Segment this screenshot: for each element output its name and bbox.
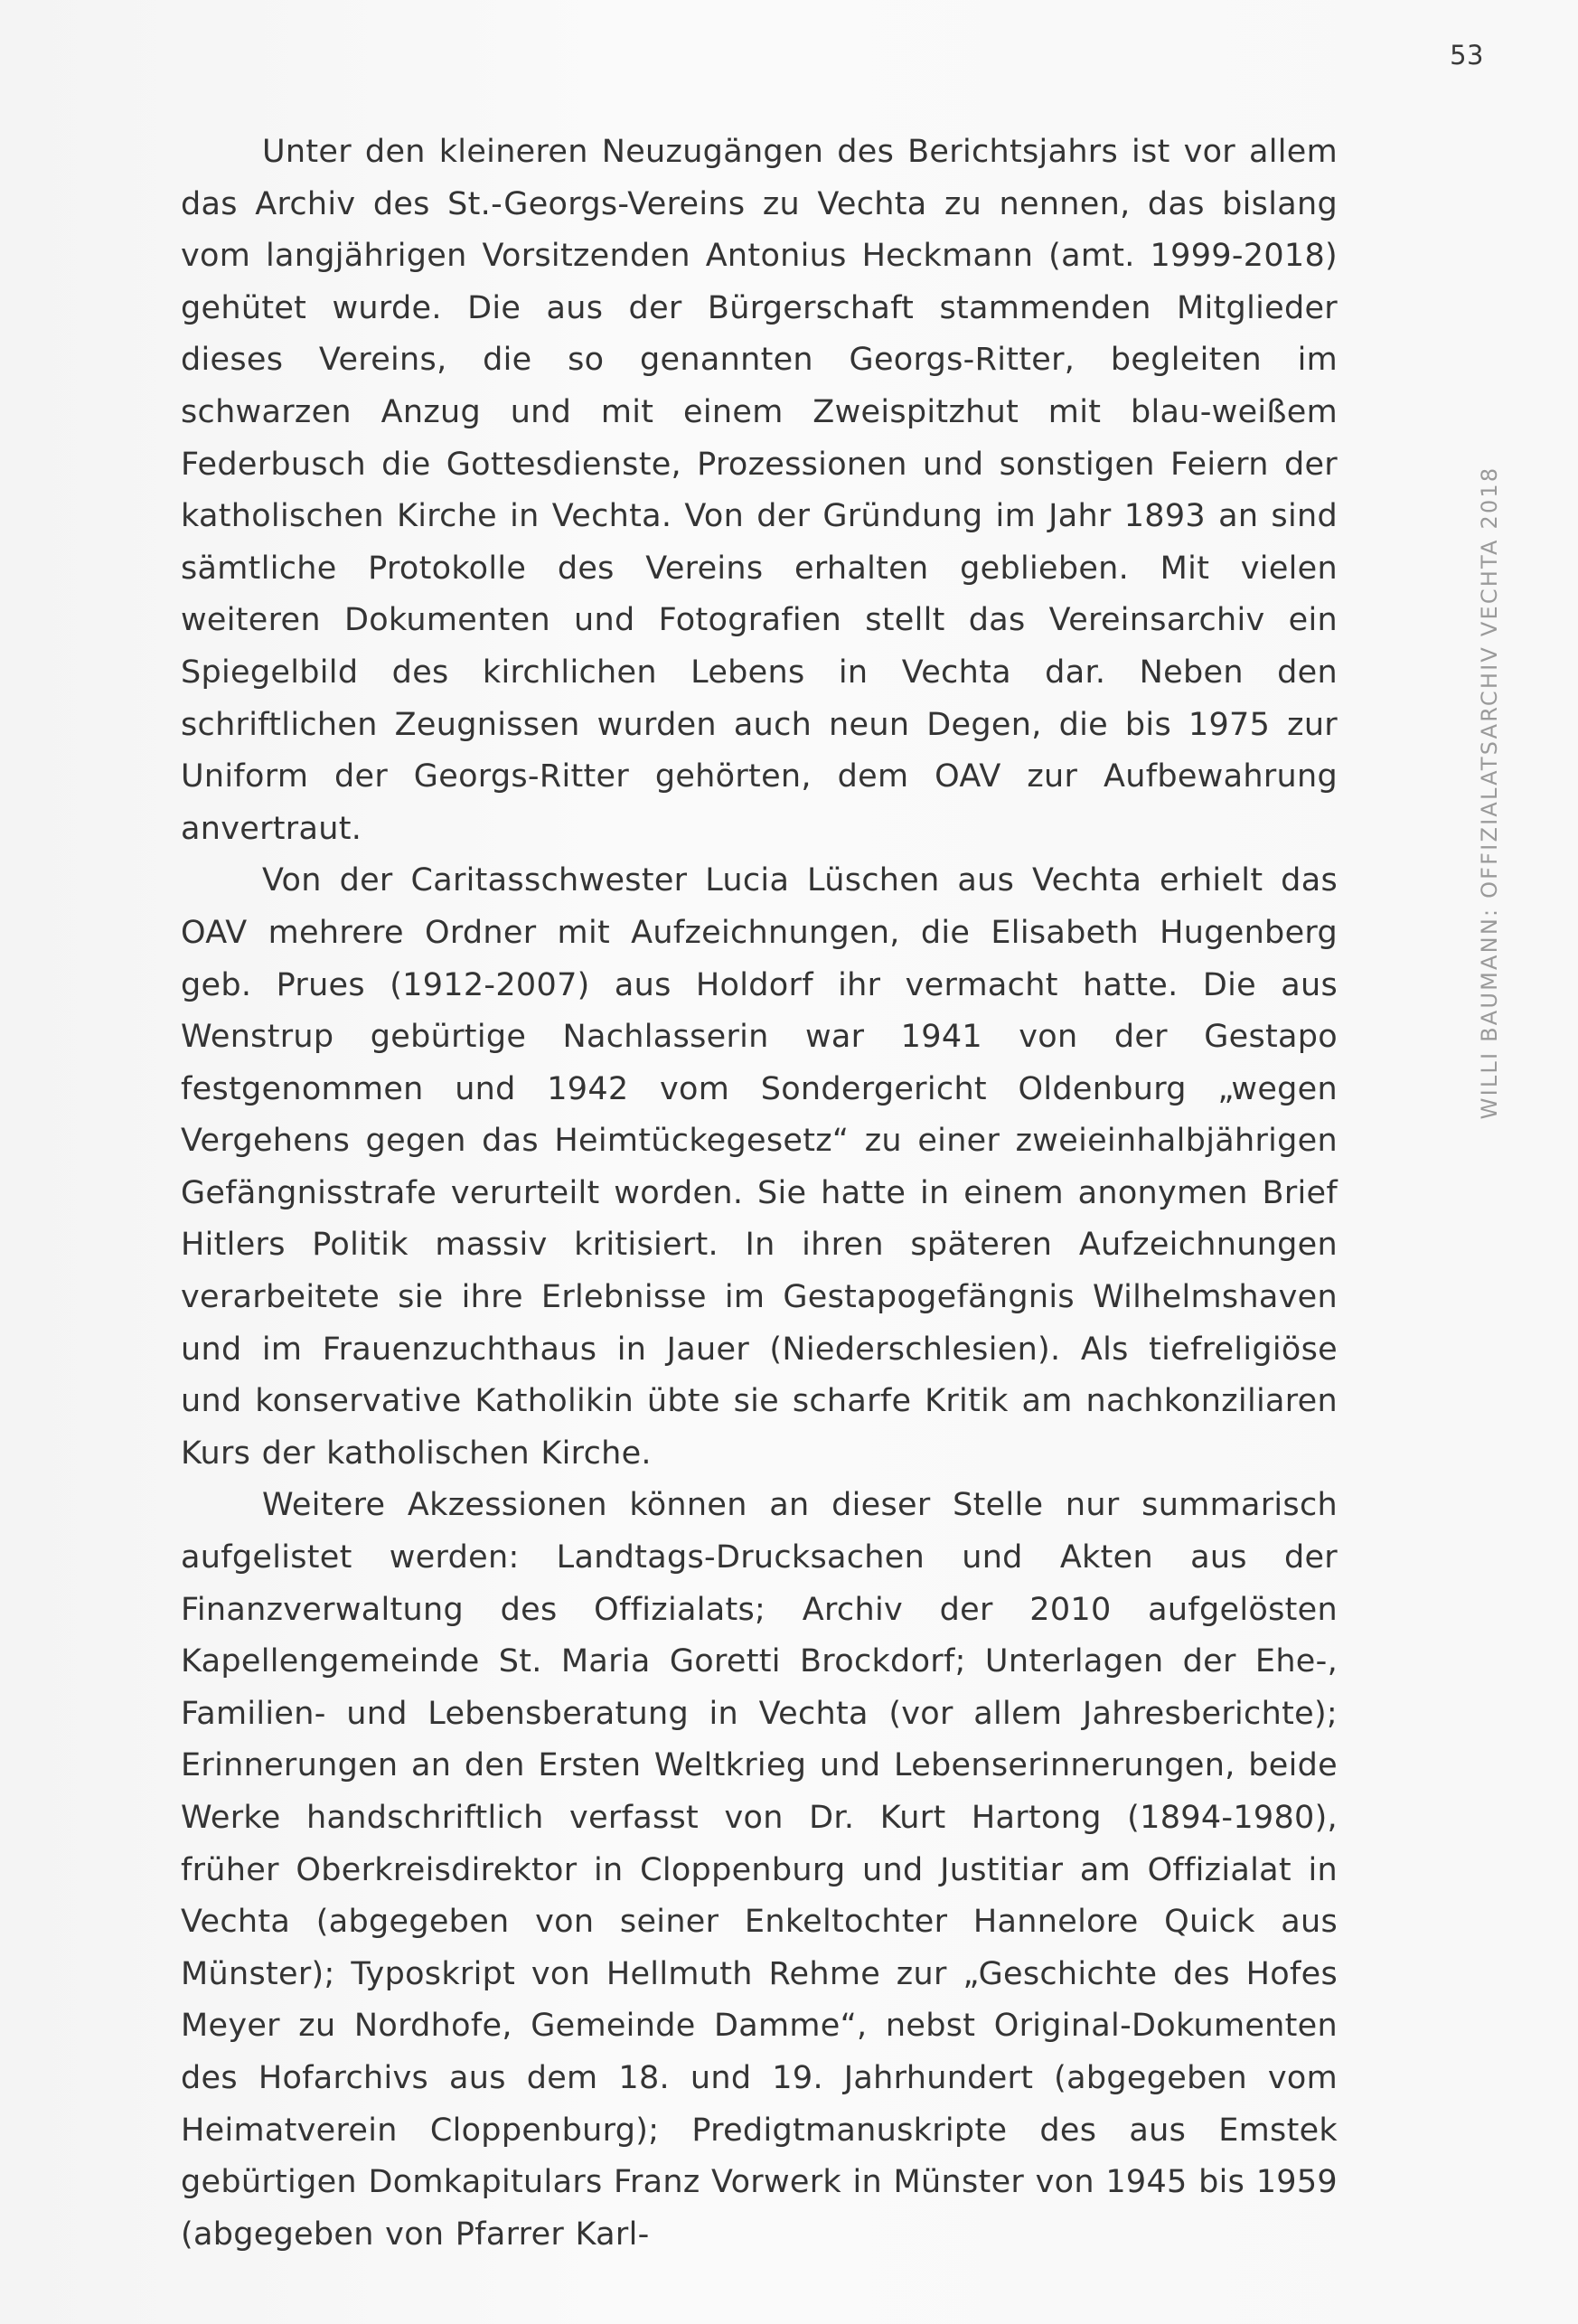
page-number: 53 <box>1450 40 1484 71</box>
running-head: WILLI BAUMANN: OFFIZIALATSARCHIV VECHTA 2018 <box>1477 466 1502 1120</box>
body-text <box>181 127 1338 2261</box>
paragraph-3: Weitere Akzessionen können an dieser Stelle nur summarisch aufgelistet werden: Landtags-Drucksachen und Akten aus der Finanzverwaltung des Offizialats; Archiv der 2010 aufgelösten Kapellengemeinde St. Maria Goretti Brockdorf; Unterlagen der Ehe-, Familien- und Lebensberatung in Vechta (vor allem Jahresberichte); Erinnerungen an den Ersten Weltkrieg und Lebenserinnerungen, beide Werke handschriftlich verfasst von Dr. Kurt Hartong (1894-1980), früher Oberkreisdirektor in Cloppenburg und Justitiar am Offizialat in Vechta (abgegeben von seiner Enkeltochter Hannelore Quick aus Münster); Typoskript von Hellmuth Rehme zur „Geschichte des Hofes Meyer zu Nordhofe, Gemeinde Damme“, nebst Original-Dokumenten des Hofarchivs aus dem 18. und 19. Jahrhundert (abgegeben vom Heimatverein Cloppenburg); Predigtmanuskripte des aus Emstek gebürtigen Domkapitulars Franz Vorwerk in Münster von 1945 bis 1959 (abgegeben von Pfarrer Karl- <box>181 1487 1338 2253</box>
paragraph-2: Von der Caritasschwester Lucia Lüschen aus Vechta erhielt das OAV mehrere Ordner mit Aufzeichnungen, die Elisabeth Hugenberg geb. Prues (1912-2007) aus Holdorf ihr vermacht hatte. Die aus Wenstrup gebürtige Nachlasserin war 1941 von der Gestapo festgenommen und 1942 vom Sondergericht Oldenburg „wegen Vergehens gegen das Heimtückegesetz“ zu einer zweieinhalbjährigen Gefängnisstrafe verurteilt worden. Sie hatte in einem anonymen Brief Hitlers Politik massiv kritisiert. In ihren späteren Aufzeichnungen verarbeitete sie ihre Erlebnisse im Gestapogefängnis Wilhelmshaven und im Frauenzuchthaus in Jauer (Niederschlesien). Als tiefreligiöse und konservative Katholikin übte sie scharfe Kritik am nachkonziliaren Kurs der katholischen Kirche. <box>181 862 1338 1472</box>
paragraph-1: Unter den kleineren Neuzugängen des Berichtsjahrs ist vor allem das Archiv des St.-Georgs-Vereins zu Vechta zu nennen, das bislang vom langjährigen Vorsitzenden Antonius Heckmann (amt. 1999-2018) gehütet wurde. Die aus der Bürgerschaft stammenden Mitglieder dieses Vereins, die so genannten Georgs-Ritter, begleiten im schwarzen Anzug und mit einem Zweispitzhut mit blau-weißem Federbusch die Gottesdienste, Prozessionen und sonstigen Feiern der katholischen Kirche in Vechta. Von der Gründung im Jahr 1893 an sind sämtliche Protokolle des Vereins erhalten geblieben. Mit vielen weiteren Dokumenten und Fotografien stellt das Vereinsarchiv ein Spiegelbild des kirchlichen Lebens in Vechta dar. Neben den schriftlichen Zeugnissen wurden auch neun Degen, die bis 1975 zur Uniform der Georgs-Ritter gehörten, dem OAV zur Aufbewahrung anvertraut. <box>181 134 1338 847</box>
